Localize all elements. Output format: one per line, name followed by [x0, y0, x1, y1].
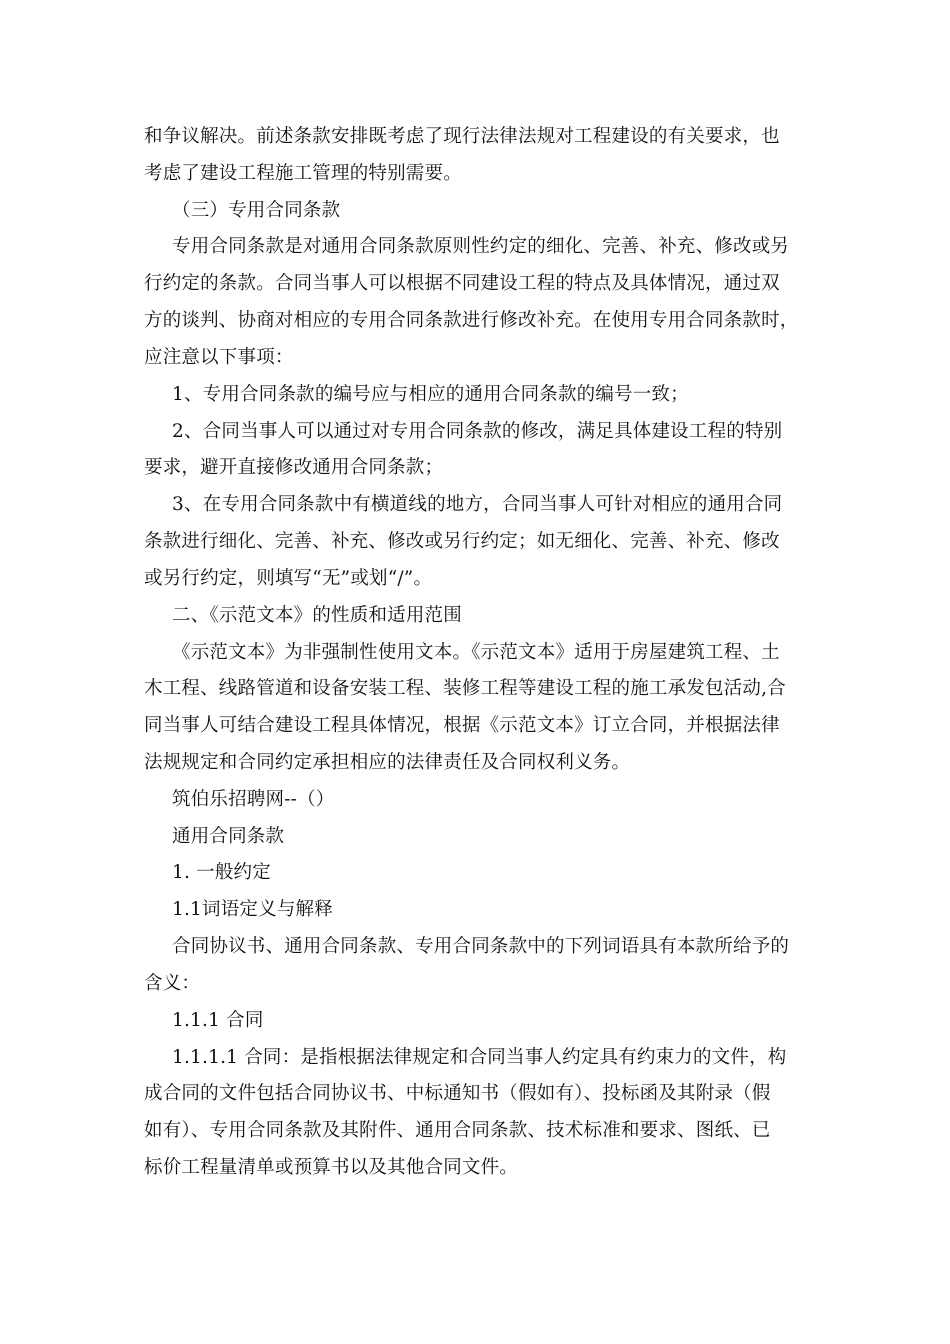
text-line: 标价工程量清单或预算书以及其他合同文件。 [144, 1157, 519, 1178]
text-line: 同当事人可结合建设工程具体情况，根据《示范文本》订立合同，并根据法律 [144, 715, 780, 736]
text-line: 木工程、线路管道和设备安装工程、装修工程等建设工程的施工承发包活动,合 [144, 678, 786, 699]
text-line: 考虑了建设工程施工管理的特别需要。 [144, 163, 462, 184]
text-line: 条款进行细化、完善、补充、修改或另行约定；如无细化、完善、补充、修改 [144, 531, 780, 552]
section-heading: 通用合同条款 [172, 826, 285, 847]
text-line: 含义： [144, 973, 201, 994]
list-item: 1、专用合同条款的编号应与相应的通用合同条款的编号一致； [172, 384, 689, 405]
list-item: 3、在专用合同条款中有横道线的地方，合同当事人可针对相应的通用合同 [172, 494, 783, 515]
section-heading: 二、《示范文本》的性质和适用范围 [172, 605, 462, 626]
text-line: 和争议解决。前述条款安排既考虑了现行法律法规对工程建设的有关要求，也 [144, 126, 780, 147]
text-line: 要求，避开直接修改通用合同条款； [144, 457, 444, 478]
text-line: 应注意以下事项： [144, 347, 294, 368]
text-line: 1.1.1.1 合同：是指根据法律规定和合同当事人约定具有约束力的文件，构 [172, 1047, 787, 1068]
section-heading: 1. 一般约定 [172, 862, 271, 883]
text-line: 专用合同条款是对通用合同条款原则性约定的细化、完善、补充、修改或另 [172, 236, 790, 257]
text-line: 合同协议书、通用合同条款、专用合同条款中的下列词语具有本款所给予的 [172, 936, 790, 957]
section-heading: （三）专用合同条款 [172, 200, 341, 221]
section-heading: 1.1.1 合同 [172, 1010, 264, 1031]
text-line: 法规规定和合同约定承担相应的法律责任及合同权利义务。 [144, 752, 631, 773]
list-item: 2、合同当事人可以通过对专用合同条款的修改，满足具体建设工程的特别 [172, 421, 783, 442]
text-line: 行约定的条款。合同当事人可以根据不同建设工程的特点及具体情况，通过双 [144, 273, 780, 294]
section-heading: 1.1词语定义与解释 [172, 899, 333, 920]
text-line: 如有）、专用合同条款及其附件、通用合同条款、技术标准和要求、图纸、已 [144, 1120, 771, 1141]
text-line: 《示范文本》为非强制性使用文本。《示范文本》适用于房屋建筑工程、土 [172, 642, 780, 663]
text-line: 或另行约定，则填写“无”或划“/”。 [144, 568, 433, 589]
text-line: 筑伯乐招聘网--（） [172, 789, 335, 810]
text-line: 成合同的文件包括合同协议书、中标通知书（假如有）、投标函及其附录（假 [144, 1083, 771, 1104]
text-line: 方的谈判、协商对相应的专用合同条款进行修改补充。在使用专用合同条款时， [144, 310, 799, 331]
